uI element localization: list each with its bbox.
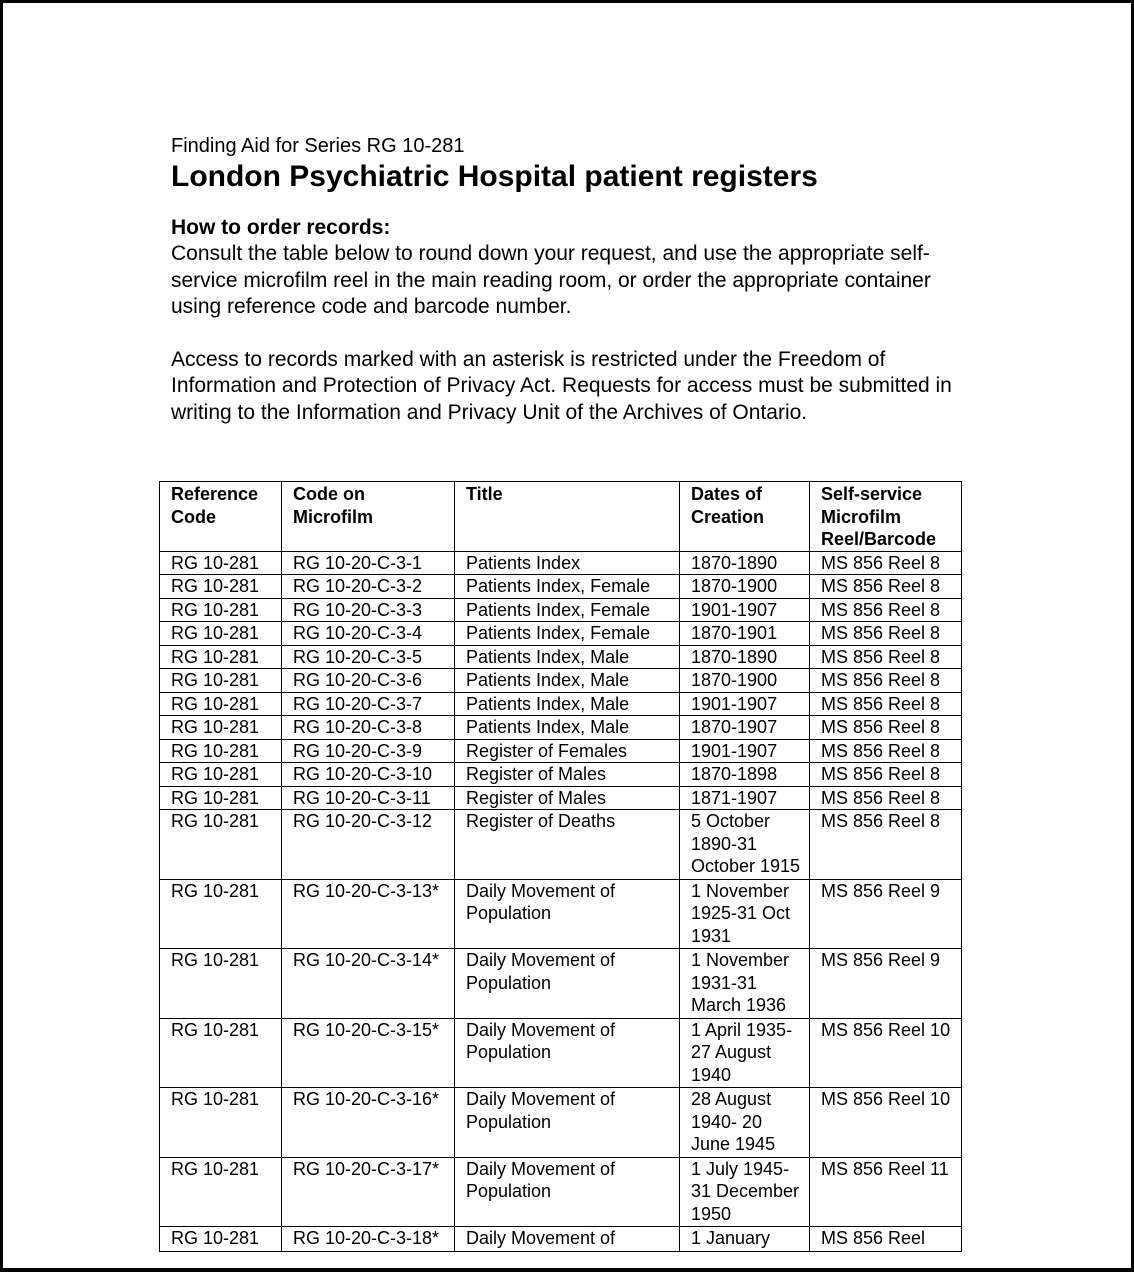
title-cell: Register of Females <box>455 739 680 763</box>
microfilm-code-cell: RG 10-20-C-3-7 <box>282 692 455 716</box>
reference-code-cell: RG 10-281 <box>160 716 282 740</box>
column-header-code-on-microfilm: Code on Microfilm <box>282 482 455 552</box>
table-row <box>160 551 962 575</box>
title-cell: Patients Index, Female <box>455 575 680 599</box>
page-title: London Psychiatric Hospital patient registers <box>171 160 818 193</box>
table-row <box>160 810 962 880</box>
table-row <box>160 879 962 949</box>
microfilm-code-cell: RG 10-20-C-3-4 <box>282 622 455 646</box>
column-header-microfilm-reel: Self-service Microfilm Reel/Barcode <box>810 482 962 552</box>
microfilm-code-cell: RG 10-20-C-3-3 <box>282 598 455 622</box>
dates-cell: 1 November 1925-31 Oct 1931 <box>680 879 810 949</box>
reference-code-cell: RG 10-281 <box>160 949 282 1019</box>
column-header-dates-of-creation: Dates of Creation <box>680 482 810 552</box>
table-body <box>160 551 962 1251</box>
dates-cell: 1 July 1945-31 December 1950 <box>680 1157 810 1227</box>
title-cell: Daily Movement of Population <box>455 1018 680 1088</box>
table-row <box>160 645 962 669</box>
microfilm-code-cell: RG 10-20-C-3-14* <box>282 949 455 1019</box>
title-cell: Register of Deaths <box>455 810 680 880</box>
dates-cell: 1901-1907 <box>680 692 810 716</box>
reel-cell: MS 856 Reel 11 <box>810 1157 962 1227</box>
column-header-title: Title <box>455 482 680 552</box>
title-cell: Patients Index, Female <box>455 598 680 622</box>
microfilm-code-cell: RG 10-20-C-3-8 <box>282 716 455 740</box>
microfilm-code-cell: RG 10-20-C-3-9 <box>282 739 455 763</box>
title-cell: Daily Movement of <box>455 1227 680 1252</box>
microfilm-code-cell: RG 10-20-C-3-11 <box>282 786 455 810</box>
dates-cell: 1870-1890 <box>680 551 810 575</box>
title-cell: Patients Index, Male <box>455 669 680 693</box>
microfilm-code-cell: RG 10-20-C-3-10 <box>282 763 455 787</box>
dates-cell: 1870-1901 <box>680 622 810 646</box>
table-row <box>160 1227 962 1252</box>
dates-cell: 1870-1907 <box>680 716 810 740</box>
reel-cell: MS 856 Reel 9 <box>810 949 962 1019</box>
title-cell: Daily Movement of Population <box>455 879 680 949</box>
title-cell: Patients Index, Male <box>455 716 680 740</box>
microfilm-code-cell: RG 10-20-C-3-12 <box>282 810 455 880</box>
reference-code-cell: RG 10-281 <box>160 1157 282 1227</box>
microfilm-code-cell: RG 10-20-C-3-2 <box>282 575 455 599</box>
title-cell: Daily Movement of Population <box>455 949 680 1019</box>
reel-cell: MS 856 Reel 8 <box>810 575 962 599</box>
dates-cell: 1901-1907 <box>680 739 810 763</box>
reel-cell: MS 856 Reel <box>810 1227 962 1252</box>
table-row <box>160 1018 962 1088</box>
reference-code-cell: RG 10-281 <box>160 669 282 693</box>
dates-cell: 1871-1907 <box>680 786 810 810</box>
order-heading: How to order records: <box>171 216 391 239</box>
reel-cell: MS 856 Reel 8 <box>810 669 962 693</box>
reference-code-cell: RG 10-281 <box>160 879 282 949</box>
table-row <box>160 716 962 740</box>
reel-cell: MS 856 Reel 10 <box>810 1088 962 1158</box>
reference-code-cell: RG 10-281 <box>160 786 282 810</box>
series-label: Finding Aid for Series RG 10-281 <box>171 135 465 157</box>
reel-cell: MS 856 Reel 8 <box>810 692 962 716</box>
microfilm-code-cell: RG 10-20-C-3-17* <box>282 1157 455 1227</box>
reference-code-cell: RG 10-281 <box>160 739 282 763</box>
table-row <box>160 1088 962 1158</box>
reference-code-cell: RG 10-281 <box>160 551 282 575</box>
microfilm-code-cell: RG 10-20-C-3-5 <box>282 645 455 669</box>
reel-cell: MS 856 Reel 10 <box>810 1018 962 1088</box>
order-instructions-paragraph: Consult the table below to round down your request, and use the appropriate self-service microfilm reel in the main reading room, or order the appropriate container using reference code and barcode number. <box>171 242 931 318</box>
title-cell: Patients Index <box>455 551 680 575</box>
reel-cell: MS 856 Reel 8 <box>810 551 962 575</box>
records-table <box>159 481 962 1252</box>
reel-cell: MS 856 Reel 8 <box>810 763 962 787</box>
reference-code-cell: RG 10-281 <box>160 1227 282 1252</box>
reel-cell: MS 856 Reel 8 <box>810 739 962 763</box>
microfilm-code-cell: RG 10-20-C-3-16* <box>282 1088 455 1158</box>
reel-cell: MS 856 Reel 8 <box>810 645 962 669</box>
title-cell: Daily Movement of Population <box>455 1157 680 1227</box>
title-cell: Patients Index, Male <box>455 692 680 716</box>
reel-cell: MS 856 Reel 8 <box>810 786 962 810</box>
title-cell: Patients Index, Female <box>455 622 680 646</box>
dates-cell: 1870-1900 <box>680 669 810 693</box>
reel-cell: MS 856 Reel 8 <box>810 598 962 622</box>
table-row <box>160 575 962 599</box>
title-cell: Register of Males <box>455 763 680 787</box>
table-row <box>160 739 962 763</box>
reel-cell: MS 856 Reel 8 <box>810 716 962 740</box>
reference-code-cell: RG 10-281 <box>160 763 282 787</box>
table-row <box>160 763 962 787</box>
reference-code-cell: RG 10-281 <box>160 645 282 669</box>
title-cell: Patients Index, Male <box>455 645 680 669</box>
reference-code-cell: RG 10-281 <box>160 598 282 622</box>
reference-code-cell: RG 10-281 <box>160 1018 282 1088</box>
table-header-row <box>160 482 962 552</box>
microfilm-code-cell: RG 10-20-C-3-1 <box>282 551 455 575</box>
dates-cell: 1870-1898 <box>680 763 810 787</box>
title-cell: Register of Males <box>455 786 680 810</box>
dates-cell: 1870-1900 <box>680 575 810 599</box>
title-cell: Daily Movement of Population <box>455 1088 680 1158</box>
microfilm-code-cell: RG 10-20-C-3-18* <box>282 1227 455 1252</box>
table-row <box>160 598 962 622</box>
microfilm-code-cell: RG 10-20-C-3-15* <box>282 1018 455 1088</box>
document-header <box>171 133 971 426</box>
reference-code-cell: RG 10-281 <box>160 692 282 716</box>
dates-cell: 1870-1890 <box>680 645 810 669</box>
reel-cell: MS 856 Reel 8 <box>810 810 962 880</box>
microfilm-code-cell: RG 10-20-C-3-6 <box>282 669 455 693</box>
dates-cell: 1901-1907 <box>680 598 810 622</box>
microfilm-code-cell: RG 10-20-C-3-13* <box>282 879 455 949</box>
reference-code-cell: RG 10-281 <box>160 810 282 880</box>
access-restriction-paragraph: Access to records marked with an asterisk is restricted under the Freedom of Information and Protection of Privacy Act. Requests for access must be submitted in writing to the Information and Privacy Unit of the Archives of Ontario. <box>171 347 952 424</box>
dates-cell: 1 November 1931-31 March 1936 <box>680 949 810 1019</box>
dates-cell: 1 January <box>680 1227 810 1252</box>
table-row <box>160 669 962 693</box>
table-row <box>160 949 962 1019</box>
dates-cell: 28 August 1940- 20 June 1945 <box>680 1088 810 1158</box>
reel-cell: MS 856 Reel 9 <box>810 879 962 949</box>
dates-cell: 1 April 1935-27 August 1940 <box>680 1018 810 1088</box>
table-row <box>160 622 962 646</box>
column-header-reference-code: Reference Code <box>160 482 282 552</box>
reference-code-cell: RG 10-281 <box>160 575 282 599</box>
reference-code-cell: RG 10-281 <box>160 622 282 646</box>
table-row <box>160 786 962 810</box>
dates-cell: 5 October 1890-31 October 1915 <box>680 810 810 880</box>
table-row <box>160 1157 962 1227</box>
reference-code-cell: RG 10-281 <box>160 1088 282 1158</box>
table-row <box>160 692 962 716</box>
reel-cell: MS 856 Reel 8 <box>810 622 962 646</box>
